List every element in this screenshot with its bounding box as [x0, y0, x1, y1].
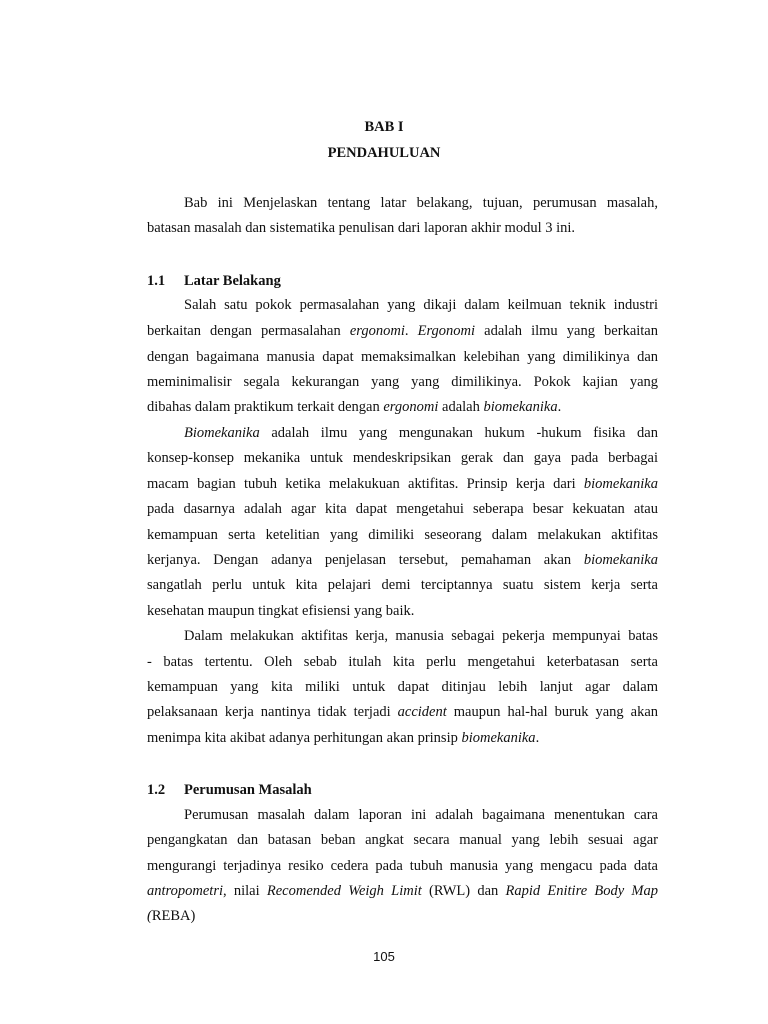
intro-line-2: batasan masalah dan sistematika penulisan dari laporan akhir modul 3 ini. — [147, 220, 576, 236]
s1-p3-line-1: Dalam melakukan aktifitas kerja, manusia sebagai pekerja mempunyai batas — [184, 628, 658, 644]
s1-p2-line-2: konsep-konsep mekanika untuk mendeskripsikan gerak dan gaya pada berbagai — [147, 450, 658, 466]
s1-p2-line-4: pada dasarnya adalah agar kita dapat mengetahui seberapa besar kekuatan atau — [147, 501, 658, 517]
s2-p1-line-5: (REBA) — [147, 908, 196, 924]
chapter-title: PENDAHULUAN — [327, 145, 441, 161]
s1-p2-line-8: kesehatan maupun tingkat efisiensi yang baik. — [147, 603, 415, 619]
page-number: 105 — [373, 949, 395, 964]
s2-p1-line-1: Perumusan masalah dalam laporan ini adalah bagaimana menentukan cara — [184, 807, 658, 823]
s1-p3-line-3: kemampuan yang kita miliki untuk dapat ditinjau lebih lanjut agar dalam — [147, 679, 658, 695]
s1-p2-line-6: kerjanya. Dengan adanya penjelasan tersebut, pemahaman akan biomekanika — [147, 552, 658, 568]
s2-p1-line-4: antropometri, nilai Recomended Weigh Limit (RWL) dan Rapid Enitire Body Map — [147, 883, 658, 899]
section-number-1-1: 1.1 — [147, 273, 166, 289]
section-title-perumusan-masalah: Perumusan Masalah — [184, 782, 312, 798]
s1-p2-line-1: Biomekanika adalah ilmu yang mengunakan hukum -hukum fisika dan — [184, 425, 658, 441]
s2-p1-line-3: mengurangi terjadinya resiko cedera pada tubuh manusia yang mengacu pada data — [147, 858, 658, 874]
s1-p1-line-2: berkaitan dengan permasalahan ergonomi. Ergonomi adalah ilmu yang berkaitan — [147, 323, 658, 339]
s1-p2-line-5: kemampuan serta ketelitian yang dimiliki seseorang dalam melakukan aktifitas — [147, 527, 658, 543]
s1-p1-line-1: Salah satu pokok permasalahan yang dikaji dalam keilmuan teknik industri — [184, 297, 658, 313]
s2-p1-line-2: pengangkatan dan batasan beban angkat secara manual yang lebih sesuai agar — [147, 832, 658, 848]
s1-p1-line-3: dengan bagaimana manusia dapat memaksimalkan kelebihan yang dimilikinya dan — [147, 349, 658, 365]
section-title-latar-belakang: Latar Belakang — [184, 273, 281, 289]
s1-p3-line-4: pelaksanaan kerja nantinya tidak terjadi accident maupun hal-hal buruk yang akan — [147, 704, 658, 720]
s1-p1-line-5: dibahas dalam praktikum terkait dengan ergonomi adalah biomekanika. — [147, 399, 562, 415]
intro-line-1: Bab ini Menjelaskan tentang latar belakang, tujuan, perumusan masalah, — [184, 195, 658, 211]
section-number-1-2: 1.2 — [147, 782, 166, 798]
s1-p1-line-4: meminimalisir segala kekurangan yang yang dimilikinya. Pokok kajian yang — [147, 374, 658, 390]
s1-p3-line-2: - batas tertentu. Oleh sebab itulah kita perlu mengetahui keterbatasan serta — [147, 654, 658, 670]
chapter-label: BAB I — [364, 119, 404, 135]
s1-p3-line-5: menimpa kita akibat adanya perhitungan akan prinsip biomekanika. — [147, 730, 540, 746]
s1-p2-line-3: macam bagian tubuh ketika melakukuan aktifitas. Prinsip kerja dari biomekanika — [147, 476, 658, 492]
s1-p2-line-7: sangatlah perlu untuk kita pelajari demi terciptannya suatu sistem kerja serta — [147, 577, 658, 593]
